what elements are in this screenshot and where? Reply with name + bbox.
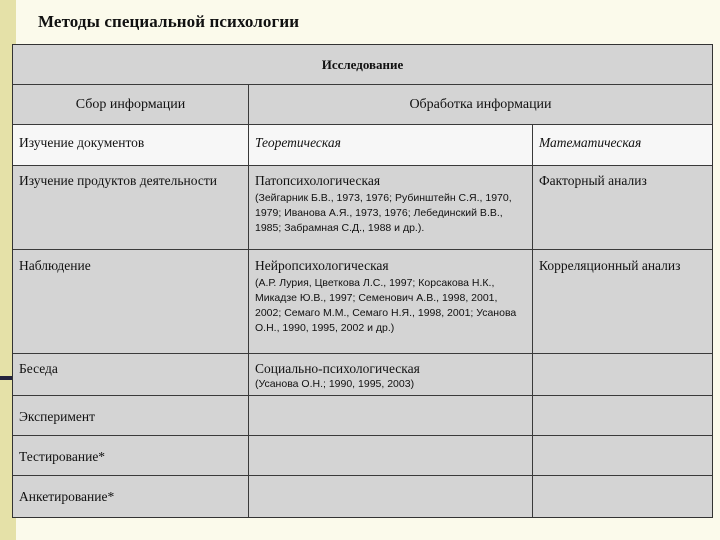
table-row-7-mathematical [533, 476, 712, 517]
table-row-2-collection [13, 166, 249, 250]
table-row-5-theoretical [249, 396, 533, 436]
table-top-header [13, 45, 712, 85]
cell-text: Теоретическая [255, 135, 341, 150]
table-row-1-collection [13, 125, 249, 166]
table-row-4-collection [13, 354, 249, 396]
header-processing-label: Обработка информации [409, 97, 552, 112]
table-row-1-mathematical [533, 125, 712, 166]
cell-text: Анкетирование* [19, 489, 115, 504]
cell-text: Факторный анализ [539, 173, 647, 188]
cell-text: Эксперимент [19, 409, 95, 424]
table-row-7-theoretical [249, 476, 533, 517]
cell-text: Изучение документов [19, 135, 145, 150]
table-row-3-mathematical [533, 250, 712, 354]
cell-text: Корреляционный анализ [539, 258, 681, 273]
table-row-7-collection [13, 476, 249, 517]
table-row-2-theoretical [249, 166, 533, 250]
table-row-4-theoretical [249, 354, 533, 396]
cell-text: Беседа [19, 361, 58, 376]
table-row-5-mathematical [533, 396, 712, 436]
cell-text: Изучение продуктов деятельности [19, 173, 217, 188]
cell-text: Наблюдение [19, 258, 91, 273]
header-collection-label: Сбор информации [75, 97, 186, 112]
cell-text: Математическая [539, 135, 642, 150]
table-row-4-mathematical [533, 354, 712, 396]
table-row-5-collection [13, 396, 249, 436]
table-row-2-mathematical [533, 166, 712, 250]
reference-text: (Усанова О.Н.; 1990, 1995, 2003) [255, 378, 415, 390]
cell-text: Нейропсихологическая [255, 258, 389, 273]
cell-text: Тестирование* [19, 449, 106, 464]
header-processing [249, 85, 712, 125]
top-header-label: Исследование [321, 57, 404, 72]
reference-text: (А.Р. Лурия, Цветкова Л.С., 1997; Корсакова Н.К., Микадзе Ю.В., 1997; Семенович А.В., 1998, 2001, 2002; Семаго М.М., Семаго Н.Я., 1998, 2001; Усанова О.Н., 1990, 1995, 2002 и др.) [255, 277, 517, 334]
cell-text: Патопсихологическая [255, 173, 381, 188]
methods-table [12, 44, 713, 518]
slide-title: Методы специальной психологии [38, 12, 300, 31]
table-row-1-theoretical [249, 125, 533, 166]
table-row-3-theoretical [249, 250, 533, 354]
table-row-6-mathematical [533, 436, 712, 476]
reference-text: (Зейгарник Б.В., 1973, 1976; Рубинштейн С.Я., 1970, 1979; Иванова А.Я., 1973, 1976; Лебединский В.В., 1985; Забрамная С.Д., 1988 и др.). [255, 192, 512, 234]
table-row-6-theoretical [249, 436, 533, 476]
header-collection [13, 85, 249, 125]
cell-text: Социально-психологическая [255, 361, 420, 376]
table-row-6-collection [13, 436, 249, 476]
table-row-3-collection [13, 250, 249, 354]
